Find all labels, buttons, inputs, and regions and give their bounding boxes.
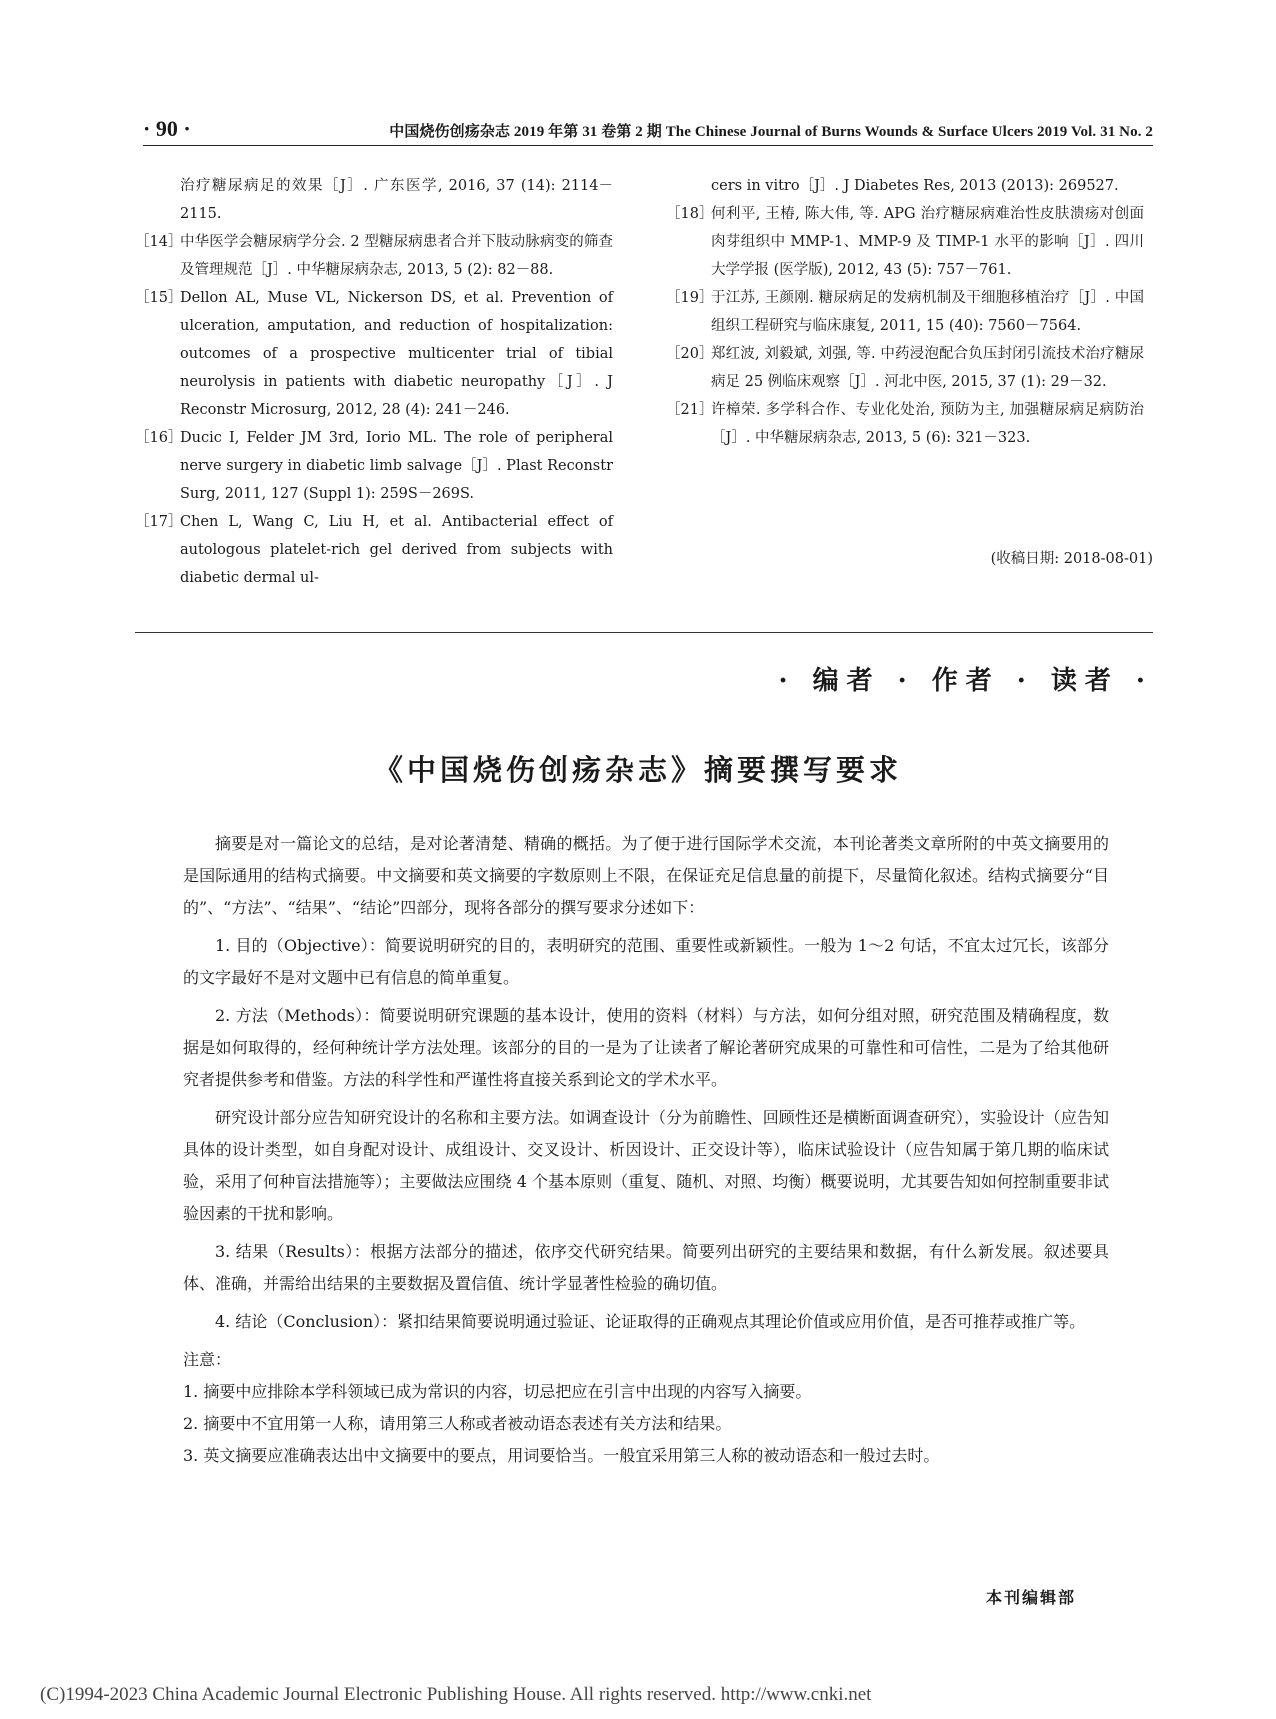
reference-item	[135, 424, 613, 508]
body-paragraph: 摘要是对一篇论文的总结，是对论著清楚、精确的概括。为了便于进行国际学术交流，本刊论著类文章所附的中英文摘要用的是国际通用的结构式摘要。中文摘要和英文摘要的字数原则上不限，在保证充足信息量的前提下，尽量简化叙述。结构式摘要分“目的”、“方法”、“结果”、“结论”四部分，现将各部分的撰写要求分述如下：	[183, 834, 1109, 917]
reference-item	[135, 228, 613, 284]
reference-item	[666, 200, 1144, 284]
reference-text: 中华医学会糖尿病学分会. 2 型糖尿病患者合并下肢动脉病变的筛查及管理规范［J］. 中华糖尿病杂志, 2013, 5 (2): 82－88.	[180, 234, 613, 278]
article-title: 《中国烧伤创疡杂志》摘要撰写要求	[373, 753, 902, 787]
reference-text: 治疗糖尿病足的效果［J］. 广东医学, 2016, 37 (14): 2114－2115.	[180, 178, 613, 222]
reference-number: ［17］	[135, 514, 183, 530]
editorial-signature: 本刊编辑部	[985, 1588, 1076, 1607]
reference-number: ［15］	[135, 290, 183, 306]
references-right-column	[666, 172, 1144, 452]
note-item: 2. 摘要中不宜用第一人称，请用第三人称或者被动语态表述有关方法和结果。	[183, 1414, 732, 1433]
received-date: (收稿日期: 2018-08-01)	[990, 551, 1153, 567]
body-paragraph: 4. 结论（Conclusion）：紧扣结果简要说明通过验证、论证取得的正确观点其理论价值或应用价值，是否可推荐或推广等。	[215, 1312, 1086, 1331]
journal-citation-line: 中国烧伤创疡杂志 2019 年第 31 卷第 2 期 The Chinese Journal of Burns Wounds & Surface Ulcers 2019 Vol. 31 No. 2	[389, 124, 1153, 140]
reference-text: 郑红波, 刘毅斌, 刘强, 等. 中药浸泡配合负压封闭引流技术治疗糖尿病足 25 例临床观察［J］. 河北中医, 2015, 37 (1): 29－32.	[711, 346, 1144, 390]
reference-text: 于江苏, 王颜刚. 糖尿病足的发病机制及干细胞移植治疗［J］. 中国组织工程研究与临床康复, 2011, 15 (40): 7560－7564.	[711, 290, 1144, 334]
reference-number: ［21］	[666, 402, 714, 418]
reference-item	[666, 284, 1144, 340]
body-paragraph: 1. 目的（Objective）：简要说明研究的目的，表明研究的范围、重要性或新颖性。一般为 1～2 句话，不宜太过冗长，该部分的文字最好不是对文题中已有信息的简单重复。	[183, 936, 1109, 987]
reference-text: Ducic I, Felder JM 3rd, Iorio ML. The role of peripheral nerve surgery in diabetic limb salvage［J］. Plast Reconstr Surg, 2011, 127 (Suppl 1): 259S－269S.	[180, 430, 613, 502]
copyright-footer: (C)1994-2023 China Academic Journal Electronic Publishing House. All rights reserved. http://www.cnki.net	[40, 1684, 872, 1705]
note-item: 1. 摘要中应排除本学科领域已成为常识的内容，切忌把应在引言中出现的内容写入摘要。	[183, 1382, 812, 1401]
reference-text: Chen L, Wang C, Liu H, et al. Antibacterial effect of autologous platelet-rich gel derived from subjects with diabetic dermal ul-	[180, 514, 613, 586]
reference-number: ［14］	[135, 234, 183, 250]
reference-text: 何利平, 王椿, 陈大伟, 等. APG 治疗糖尿病难治性皮肤溃疡对创面肉芽组织中 MMP-1、MMP-9 及 TIMP-1 水平的影响［J］. 四川大学学报 (医学版), 2012, 43 (5): 757－761.	[711, 206, 1144, 278]
reference-number: ［19］	[666, 290, 714, 306]
page-number: · 90 ·	[143, 116, 191, 141]
reference-text: 许樟荣. 多学科合作、专业化处治, 预防为主, 加强糖尿病足病防治［J］. 中华糖尿病杂志, 2013, 5 (6): 321－323.	[711, 402, 1144, 446]
reference-item	[666, 172, 1144, 200]
reference-number: ［16］	[135, 430, 183, 446]
reference-item	[666, 396, 1144, 452]
column-title: · 编者 · 作者 · 读者 ·	[778, 666, 1153, 696]
body-paragraph: 2. 方法（Methods）：简要说明研究课题的基本设计，使用的资料（材料）与方法，如何分组对照，研究范围及精确程度，数据是如何取得的，经何种统计学方法处理。该部分的目的一是为了让读者了解论著研究成果的可靠性和可信性，二是为了给其他研究者提供参考和借鉴。方法的科学性和严谨性将直接关系到论文的学术水平。	[183, 1006, 1109, 1089]
reference-item	[135, 284, 613, 424]
article-body	[183, 828, 1109, 1472]
notes-heading: 注意：	[183, 1350, 232, 1369]
reference-item	[666, 340, 1144, 396]
references-left-column	[135, 172, 613, 592]
body-paragraph: 研究设计部分应告知研究设计的名称和主要方法。如调查设计（分为前瞻性、回顾性还是横断面调查研究），实验设计（应告知具体的设计类型，如自身配对设计、成组设计、交叉设计、析因设计、正交设计等），临床试验设计（应告知属于第几期的临床试验，采用了何种盲法措施等）；主要做法应围绕 4 个基本原则（重复、随机、对照、均衡）概要说明，尤其要告知如何控制重要非试验因素的干扰和影响。	[183, 1108, 1109, 1223]
reference-item	[135, 172, 613, 228]
reference-number: ［20］	[666, 346, 714, 362]
running-header	[143, 116, 1153, 146]
body-paragraph: 3. 结果（Results）：根据方法部分的描述，依序交代研究结果。简要列出研究的主要结果和数据，有什么新发展。叙述要具体、准确，并需给出结果的主要数据及置信值、统计学显著性检验的确切值。	[183, 1242, 1109, 1293]
reference-text: Dellon AL, Muse VL, Nickerson DS, et al. Prevention of ulceration, amputation, and reduction of hospitalization: outcomes of a prospective multicenter trial of tibial neurolysis in patients with diabetic neuropathy［J］. J Reconstr Microsurg, 2012, 28 (4): 241－246.	[180, 290, 613, 418]
note-item: 3. 英文摘要应准确表达出中文摘要中的要点，用词要恰当。一般宜采用第三人称的被动语态和一般过去时。	[183, 1446, 940, 1465]
reference-text: cers in vitro［J］. J Diabetes Res, 2013 (2013): 269527.	[711, 178, 1119, 194]
reference-item	[135, 508, 613, 592]
section-divider	[135, 632, 1153, 633]
reference-number: ［18］	[666, 206, 714, 222]
